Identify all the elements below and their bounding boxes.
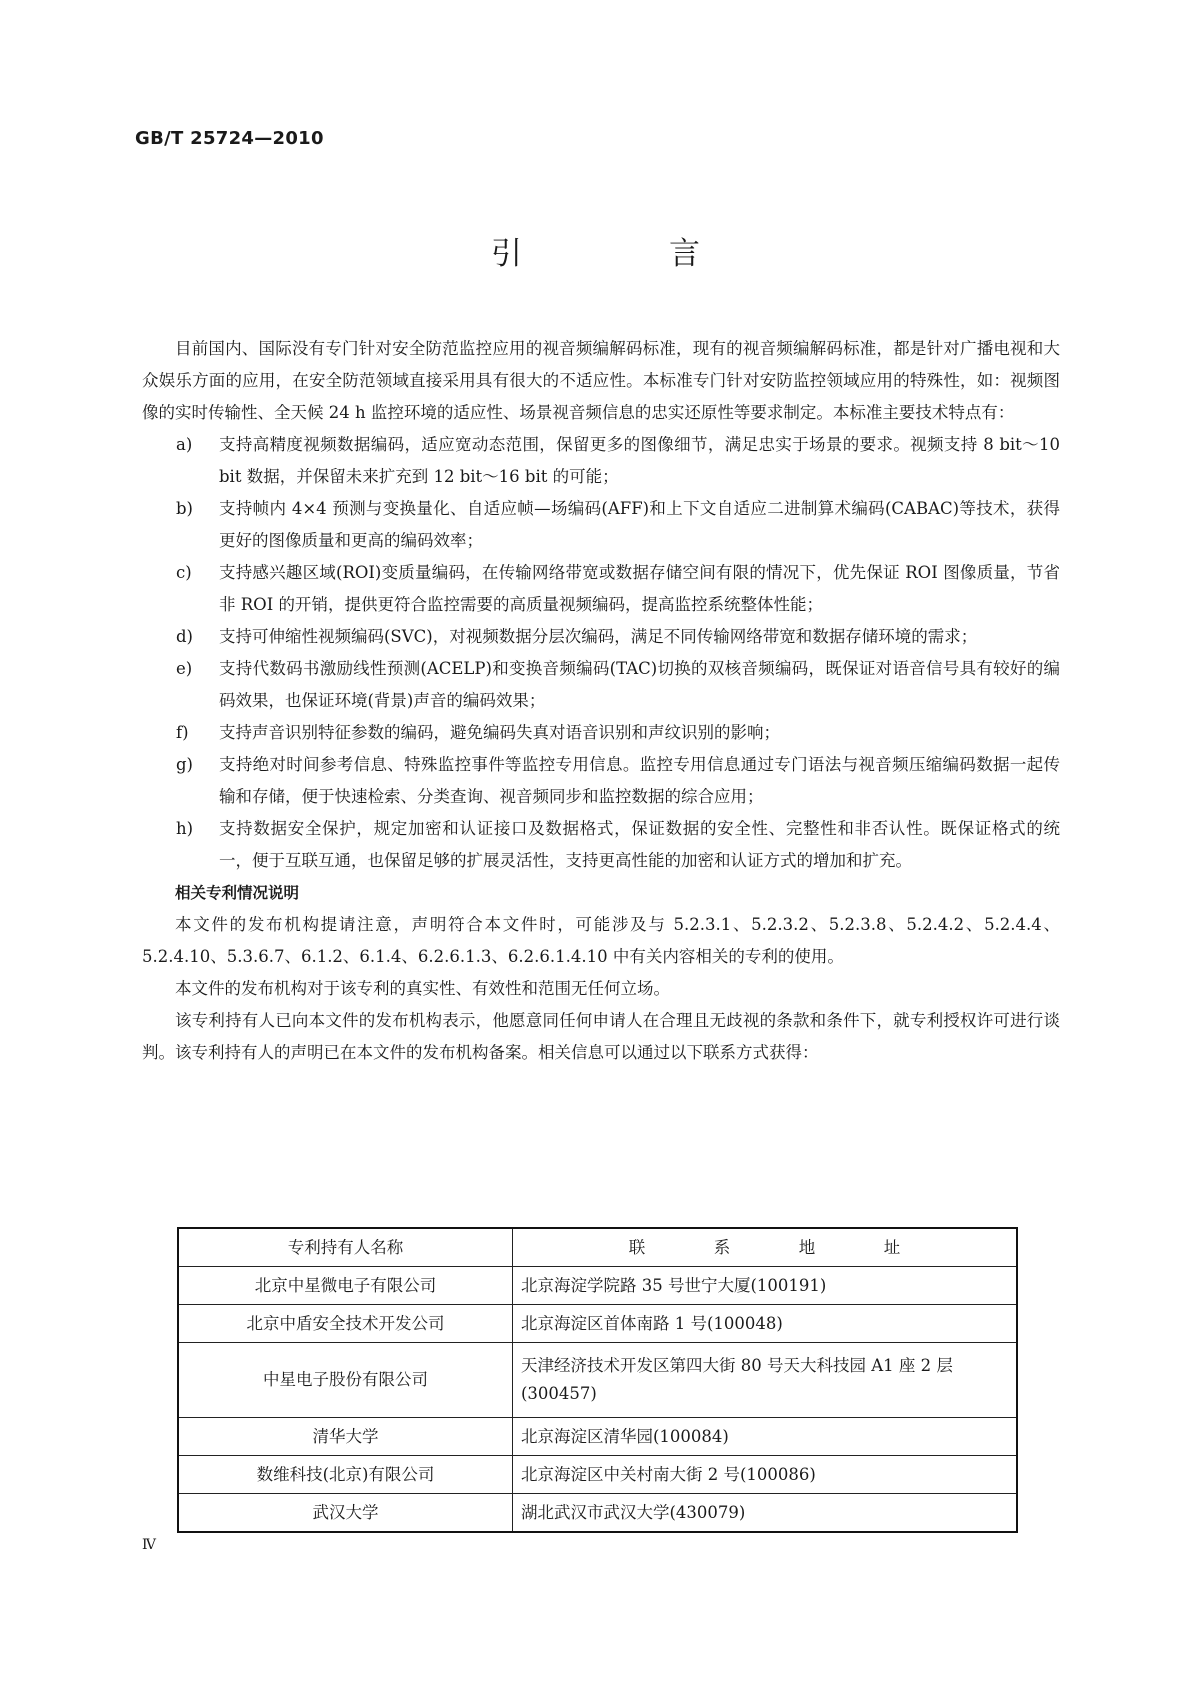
- patent-paragraph-3: 该专利持有人已向本文件的发布机构表示，他愿意同任何申请人在合理且无歧视的条款和条件下，就专利授权许可进行谈判。该专利持有人的声明已在本文件的发布机构备案。相关信息可以通过以下联系方式获得：: [142, 1011, 1060, 1062]
- document-body: [142, 333, 1060, 1069]
- holder-address: 天津经济技术开发区第四大街 80 号天大科技园 A1 座 2 层(300457): [513, 1343, 1018, 1418]
- patent-paragraph-1: 本文件的发布机构提请注意，声明符合本文件时，可能涉及与 5.2.3.1、5.2.3.2、5.2.3.8、5.2.4.2、5.2.4.4、5.2.4.10、5.3.6.7、6.1.2、6.1.4、6.2.6.1.3、6.2.6.1.4.10 中有关内容相关的专利的使用。: [142, 915, 1060, 966]
- feature-item-c: [142, 557, 1060, 621]
- feature-item-a: [142, 429, 1060, 493]
- feature-item-d: [142, 621, 1060, 653]
- list-label: h): [176, 819, 194, 838]
- feature-item-h: [142, 813, 1060, 877]
- holder-address: 北京海淀学院路 35 号世宁大厦(100191): [513, 1267, 1018, 1305]
- list-label: e): [176, 659, 193, 678]
- holder-address: 北京海淀区清华园(100084): [513, 1418, 1018, 1456]
- table-row: [178, 1305, 1017, 1343]
- table-row: [178, 1418, 1017, 1456]
- standard-code: GB/T 25724—2010: [135, 128, 324, 149]
- intro-paragraph: 目前国内、国际没有专门针对安全防范监控应用的视音频编解码标准，现有的视音频编解码标准，都是针对广播电视和大众娱乐方面的应用，在安全防范领域直接采用具有很大的不适应性。本标准专门针对安防监控领域应用的特殊性，如：视频图像的实时传输性、全天候 24 h 监控环境的适应性、场景视音频信息的忠实还原性等要求制定。本标准主要技术特点有：: [142, 339, 1060, 422]
- patent-section-heading: 相关专利情况说明: [175, 884, 300, 902]
- holder-name: 清华大学: [178, 1418, 513, 1456]
- list-label: f): [176, 723, 189, 742]
- table-row: [178, 1456, 1017, 1494]
- header-contact-address: 联 系 地 址: [513, 1228, 1018, 1267]
- feature-item-e: [142, 653, 1060, 717]
- feature-item-f: [142, 717, 1060, 749]
- page-number: Ⅳ: [142, 1537, 156, 1553]
- feature-text: 支持绝对时间参考信息、特殊监控事件等监控专用信息。监控专用信息通过专门语法与视音频压缩编码数据一起传输和存储，便于快速检索、分类查询、视音频同步和监控数据的综合应用；: [219, 755, 1060, 806]
- holder-address: 北京海淀区中关村南大街 2 号(100086): [513, 1456, 1018, 1494]
- list-label: g): [176, 755, 193, 774]
- feature-item-g: [142, 749, 1060, 813]
- patent-holders-table: [177, 1227, 1018, 1533]
- holder-name: 武汉大学: [178, 1494, 513, 1533]
- feature-text: 支持帧内 4×4 预测与变换量化、自适应帧—场编码(AFF)和上下文自适应二进制算术编码(CABAC)等技术，获得更好的图像质量和更高的编码效率；: [219, 499, 1060, 550]
- feature-text: 支持声音识别特征参数的编码，避免编码失真对语音识别和声纹识别的影响；: [219, 723, 780, 742]
- table-row: [178, 1267, 1017, 1305]
- holder-name: 北京中盾安全技术开发公司: [178, 1305, 513, 1343]
- patent-paragraph-2: 本文件的发布机构对于该专利的真实性、有效性和范围无任何立场。: [175, 979, 670, 998]
- feature-text: 支持数据安全保护，规定加密和认证接口及数据格式，保证数据的安全性、完整性和非否认性。既保证格式的统一，便于互联互通，也保留足够的扩展灵活性，支持更高性能的加密和认证方式的增加和扩充。: [219, 819, 1060, 870]
- list-label: c): [176, 563, 192, 582]
- holder-name: 中星电子股份有限公司: [178, 1343, 513, 1418]
- list-label: b): [176, 499, 193, 518]
- holder-name: 数维科技(北京)有限公司: [178, 1456, 513, 1494]
- feature-text: 支持代数码书激励线性预测(ACELP)和变换音频编码(TAC)切换的双核音频编码，既保证对语音信号具有较好的编码效果，也保证环境(背景)声音的编码效果；: [219, 659, 1060, 710]
- header-holder-name: 专利持有人名称: [178, 1228, 513, 1267]
- feature-text: 支持感兴趣区域(ROI)变质量编码，在传输网络带宽或数据存储空间有限的情况下，优先保证 ROI 图像质量，节省非 ROI 的开销，提供更符合监控需要的高质量视频编码，提高监控系统整体性能；: [219, 563, 1060, 614]
- list-label: a): [176, 435, 193, 454]
- table-header-row: [178, 1228, 1017, 1267]
- table-row: [178, 1343, 1017, 1418]
- page-title: 引 言: [491, 236, 758, 272]
- feature-text: 支持高精度视频数据编码，适应宽动态范围，保留更多的图像细节，满足忠实于场景的要求。视频支持 8 bit～10 bit 数据，并保留未来扩充到 12 bit～16 bit 的可能；: [219, 435, 1060, 486]
- feature-item-b: [142, 493, 1060, 557]
- holder-address: 湖北武汉市武汉大学(430079): [513, 1494, 1018, 1533]
- table-row: [178, 1494, 1017, 1533]
- holder-address: 北京海淀区首体南路 1 号(100048): [513, 1305, 1018, 1343]
- list-label: d): [176, 627, 193, 646]
- holder-name: 北京中星微电子有限公司: [178, 1267, 513, 1305]
- feature-text: 支持可伸缩性视频编码(SVC)，对视频数据分层次编码，满足不同传输网络带宽和数据存储环境的需求；: [219, 627, 978, 646]
